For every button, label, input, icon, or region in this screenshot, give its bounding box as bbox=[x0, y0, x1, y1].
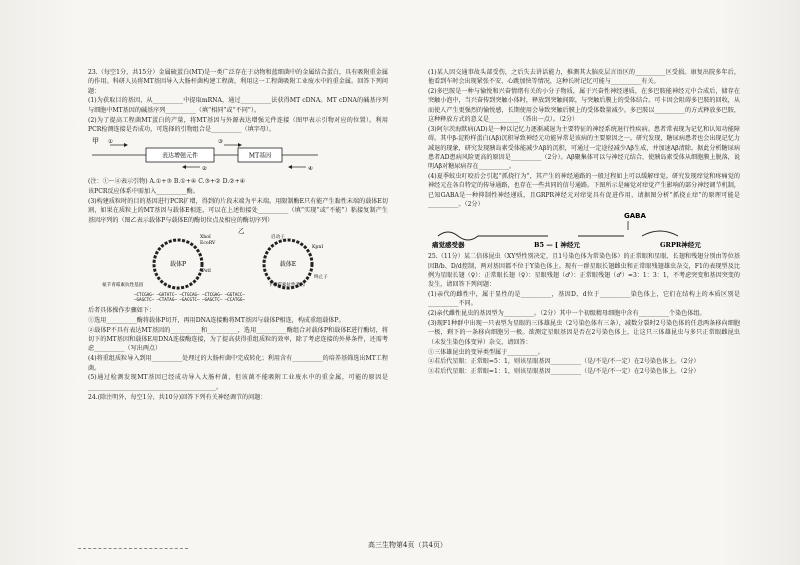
q23-part4: (4)将重组质粒导入到用__________处理过的大肠杆菌中完成转化；利用含有__________的培养基筛选出MT工程菌。 bbox=[88, 355, 388, 372]
enhancer-element-label: 表达增强元件 bbox=[161, 152, 199, 160]
q23-part3: (3)构建质粒时的目的基因进行PCR扩增，得到的片段末端为平末端。用限制酶E只有能产生黏性末端的载体E切割，如果在质粒上的MT基因与载体E相连，可以在上述衔接处__________（填“实现”或“不能”）粘接复制产生基因序列的（图乙表示载体P与载体E的酶切位点及相应的酶切序列） bbox=[88, 198, 388, 224]
figure-yi-diagram bbox=[88, 226, 388, 304]
q23-options: (注：①～④表示引物) A.①+③ B.①+④ C.③+② D.②+④ bbox=[88, 178, 246, 186]
q23-step1: ①选用__________酶将载体P切开，再用DNA连接酶将MT基因与载体P相连，构成重组载体P。 bbox=[88, 316, 345, 324]
q23-step2: ②载体P不具有表达MT基因的__________和__________，选用__________酶组合对载体P和载体E进行酶切，将切下的MT基因和载体E用DNA连接酶连接，为了提高获得重组质粒的效率，除了考虑连接的外界条件，还需考虑__________（写出两点） bbox=[88, 326, 388, 353]
q25-part1: (1)亲代的雌性中，属于显性的是__________，基因D、d位于__________染色体上，它们在结构上的本质区别是__________不同。 bbox=[428, 291, 740, 308]
q24-part4: (4)夏季蚊虫叮咬后会引起“抓挠行为”，其产生的神经通路的一般过程如上可以缓解痒觉。研究发现痒觉和疼痛觉的神经元在各自特定的传导通路，也存在一些共同的信号通路。下图所示是痛觉对痒觉产生影响的部分神经调节机制，已知GABA是一种抑制性神经递质，且GRPR神经元对痒觉具有促进作用，请据图分析“抓挠止痒”的原理可能是__________。（2分） bbox=[428, 173, 740, 208]
site-psti: PstI bbox=[202, 268, 211, 274]
q23-pcr-enzyme: 该PCR反应体系中需加入__________酶。 bbox=[88, 188, 199, 196]
plasmid-e-label: 载体E bbox=[279, 260, 297, 268]
primer-1: ① bbox=[108, 139, 113, 146]
q25-sub2: ②若后代星眼：正常眼=5：1，则该星眼基因__________（是/不是/不一定）在2号染色体上。（2分） bbox=[428, 358, 700, 366]
gaba-label: GABA bbox=[624, 212, 646, 221]
svg-text:—GAGCTC— —CTATAG— —GACGTC— —GA: —GAGCTC— —CTATAG— —GACGTC— —GAGCTC— —CCATGG— bbox=[134, 296, 245, 302]
q23-part5: (5)通过检测发现MT基因已经成功导入大肠杆菌，但该菌不能吸附工业废水中的重金属，可能的原因是__________________________________________。 bbox=[88, 374, 388, 391]
q23-intro: 23.（每空1分，共15分）金属硫蛋白(MT)是一类广泛存在于动物和蓝细菌中的金属结合蛋白，具有吸附重金属的作用。科研人员将MT基因导入大肠杆菌构建工程菌，利用这一工程菌吸附工业废水中的重金属。回答下列问题： bbox=[88, 69, 388, 95]
site-xhoi: XhoI bbox=[200, 234, 211, 240]
q23-steps-intro: 后者具体操作步骤如下： bbox=[88, 306, 156, 314]
q25-intro: 25.（11分）某二倍体昆虫（XY型性别决定，且1号染色体为常染色体）的正常眼和星眼、长翅和残翅分别由等位基因B/b、D/d控制，两对基因都不位于Y染色体上。现有一群星眼长翅雌虫和正常眼残翅雄虫杂交，F1的表现型及比例为星眼长翅（♀）：正常眼长翅（♀）：星眼残翅（♂）：正常眼残翅（♂）=3：1：3：1，不考虑突变和基因突变的发生，请回答下列问题： bbox=[428, 253, 740, 289]
primer-2: ② bbox=[202, 166, 207, 173]
figure-jia-label: 甲 bbox=[92, 137, 99, 146]
q25-sub3: ③若后代星眼：正常眼=1：1，则该星眼基因__________（是/不是/不一定）在2号染色体上。（2分） bbox=[428, 368, 700, 376]
plasmid-p-label: 载体P bbox=[169, 260, 187, 268]
svg-text:—CTCGAG— —GATATC— —CTGCAG— —CT: —CTCGAG— —GATATC— —CTGCAG— —CTCGAG— —GGTACC— bbox=[134, 291, 245, 297]
primer-3: ③ bbox=[218, 139, 223, 146]
figure-jia bbox=[88, 135, 388, 175]
primer-4: ④ bbox=[308, 166, 313, 173]
amp-resistance-label: 氨苄青霉素抗性基因 bbox=[102, 282, 144, 288]
q23-part2: (2)为了提高工程菌MT蛋白的产量，将MT基因与外源表达增强元件连接（图甲表示引物对应的位置）。利用PCR检测连接是否成功，可选择的引物组合是__________（填字母）。 bbox=[88, 116, 388, 133]
q25-part3: (3)现F1种群中出现一只表型为星眼的三体雄昆虫（2号染色体有三条），减数分裂时2号染色体的任意两条移向细胞一极，剩下的一条移向细胞另一极。欲测定星眼基因是否在2号染色体上，让这只三体雄昆虫与多只正常眼雌昆虫（未发生染色体变异）杂交，请回答： bbox=[428, 320, 740, 346]
promoter-label: 启动子 bbox=[271, 234, 285, 240]
footer-dashed-line bbox=[78, 548, 188, 549]
figure-jia-diagram bbox=[88, 135, 388, 175]
site-ecorv: EcoRV bbox=[200, 240, 216, 246]
q25-part2: (2)亲代雌性昆虫的基因型为__________。（2分）其中一个初级精母细胞中含有__________个染色体组。 bbox=[428, 310, 706, 318]
q24-part2: (2)多巴胺是一种与愉悦和兴奋情绪有关的小分子物质，属于兴奋性神经递质，在多巴胺能神经元中合成后，储存在突触小泡中，当兴奋传到突触小体时，释放到突触间隙，与突触后膜上的受体结合。可卡因会阻碍多巴胺的回收，从而使人产生更强烈的愉悦感，长期使用会导致突触后膜上的受体数量减少。多巴胺以__________的方式释放多巴胺，这种释放方式的意义是__________（答出一点）。（2分） bbox=[428, 88, 740, 124]
page-footer: 高三生物第4页（共4页） bbox=[368, 541, 447, 549]
figure-yi-label: 乙 bbox=[238, 226, 245, 235]
pain-receptor-label: 痛觉感受器 bbox=[432, 241, 465, 250]
kan-resistance-label: 卡那霉素抗性基因 bbox=[268, 282, 305, 288]
q24-part3: (3)阿尔茨海默病(AD)是一种以记忆力逐渐减退为主要特征的神经系统退行性疾病。患者常表现为记忆和认知功能障碍。其中β-淀粉样蛋白(Aβ)沉积导致神经元功能异常是该病的主要原因之一。研究发现，糖尿病患者也会出现记忆力减退的现象，研究发现胰岛素受体能减少Aβ的沉积，可通过一定途径减少Aβ生成，并加速Aβ清除。据此分析糖尿病患者AD患病风险更高的原因是__________（2分）。Aβ聚集体可以与神经元结合，使胰岛素受体从细胞膜上脱落，说明Aβ对糖尿病存在__________。 bbox=[428, 125, 740, 171]
grpr-neuron-label: GRPR神经元 bbox=[660, 241, 701, 250]
terminator-label: 终止子 bbox=[314, 274, 328, 280]
left-column bbox=[88, 68, 388, 402]
neural-figure bbox=[428, 210, 740, 250]
neural-figure-diagram bbox=[428, 210, 740, 250]
b5-neuron-label: B5 — [ 神经元 bbox=[534, 241, 580, 250]
right-column bbox=[428, 68, 740, 377]
figure-yi bbox=[88, 226, 388, 304]
q24-part1: (1)某人因交通事故头部受伤，之后失去讲话能力，推测其大脑皮层言语区的__________区受损。康复出院多年后，他看到车时会出现紧张不安、心跳加快等情况，这种长时记忆可能与__________有关。 bbox=[428, 69, 740, 86]
q23-part1: (1)为获取目的基因，从__________中提取mRNA，通过__________法获得MT cDNA。MT cDNA的碱基序列与细胞中MT基因的碱基序列__________（填“相同”或“不同”）。 bbox=[88, 97, 388, 114]
q24-intro: 24.(除注明外，每空1分，共10分)回答下列有关神经调节的问题： bbox=[88, 393, 267, 401]
site-kpni: KpnI bbox=[312, 244, 324, 250]
mt-gene-label: MT基因 bbox=[248, 152, 272, 160]
q25-sub1: ①三体雄昆虫的变异类型属于__________。 bbox=[428, 348, 544, 356]
